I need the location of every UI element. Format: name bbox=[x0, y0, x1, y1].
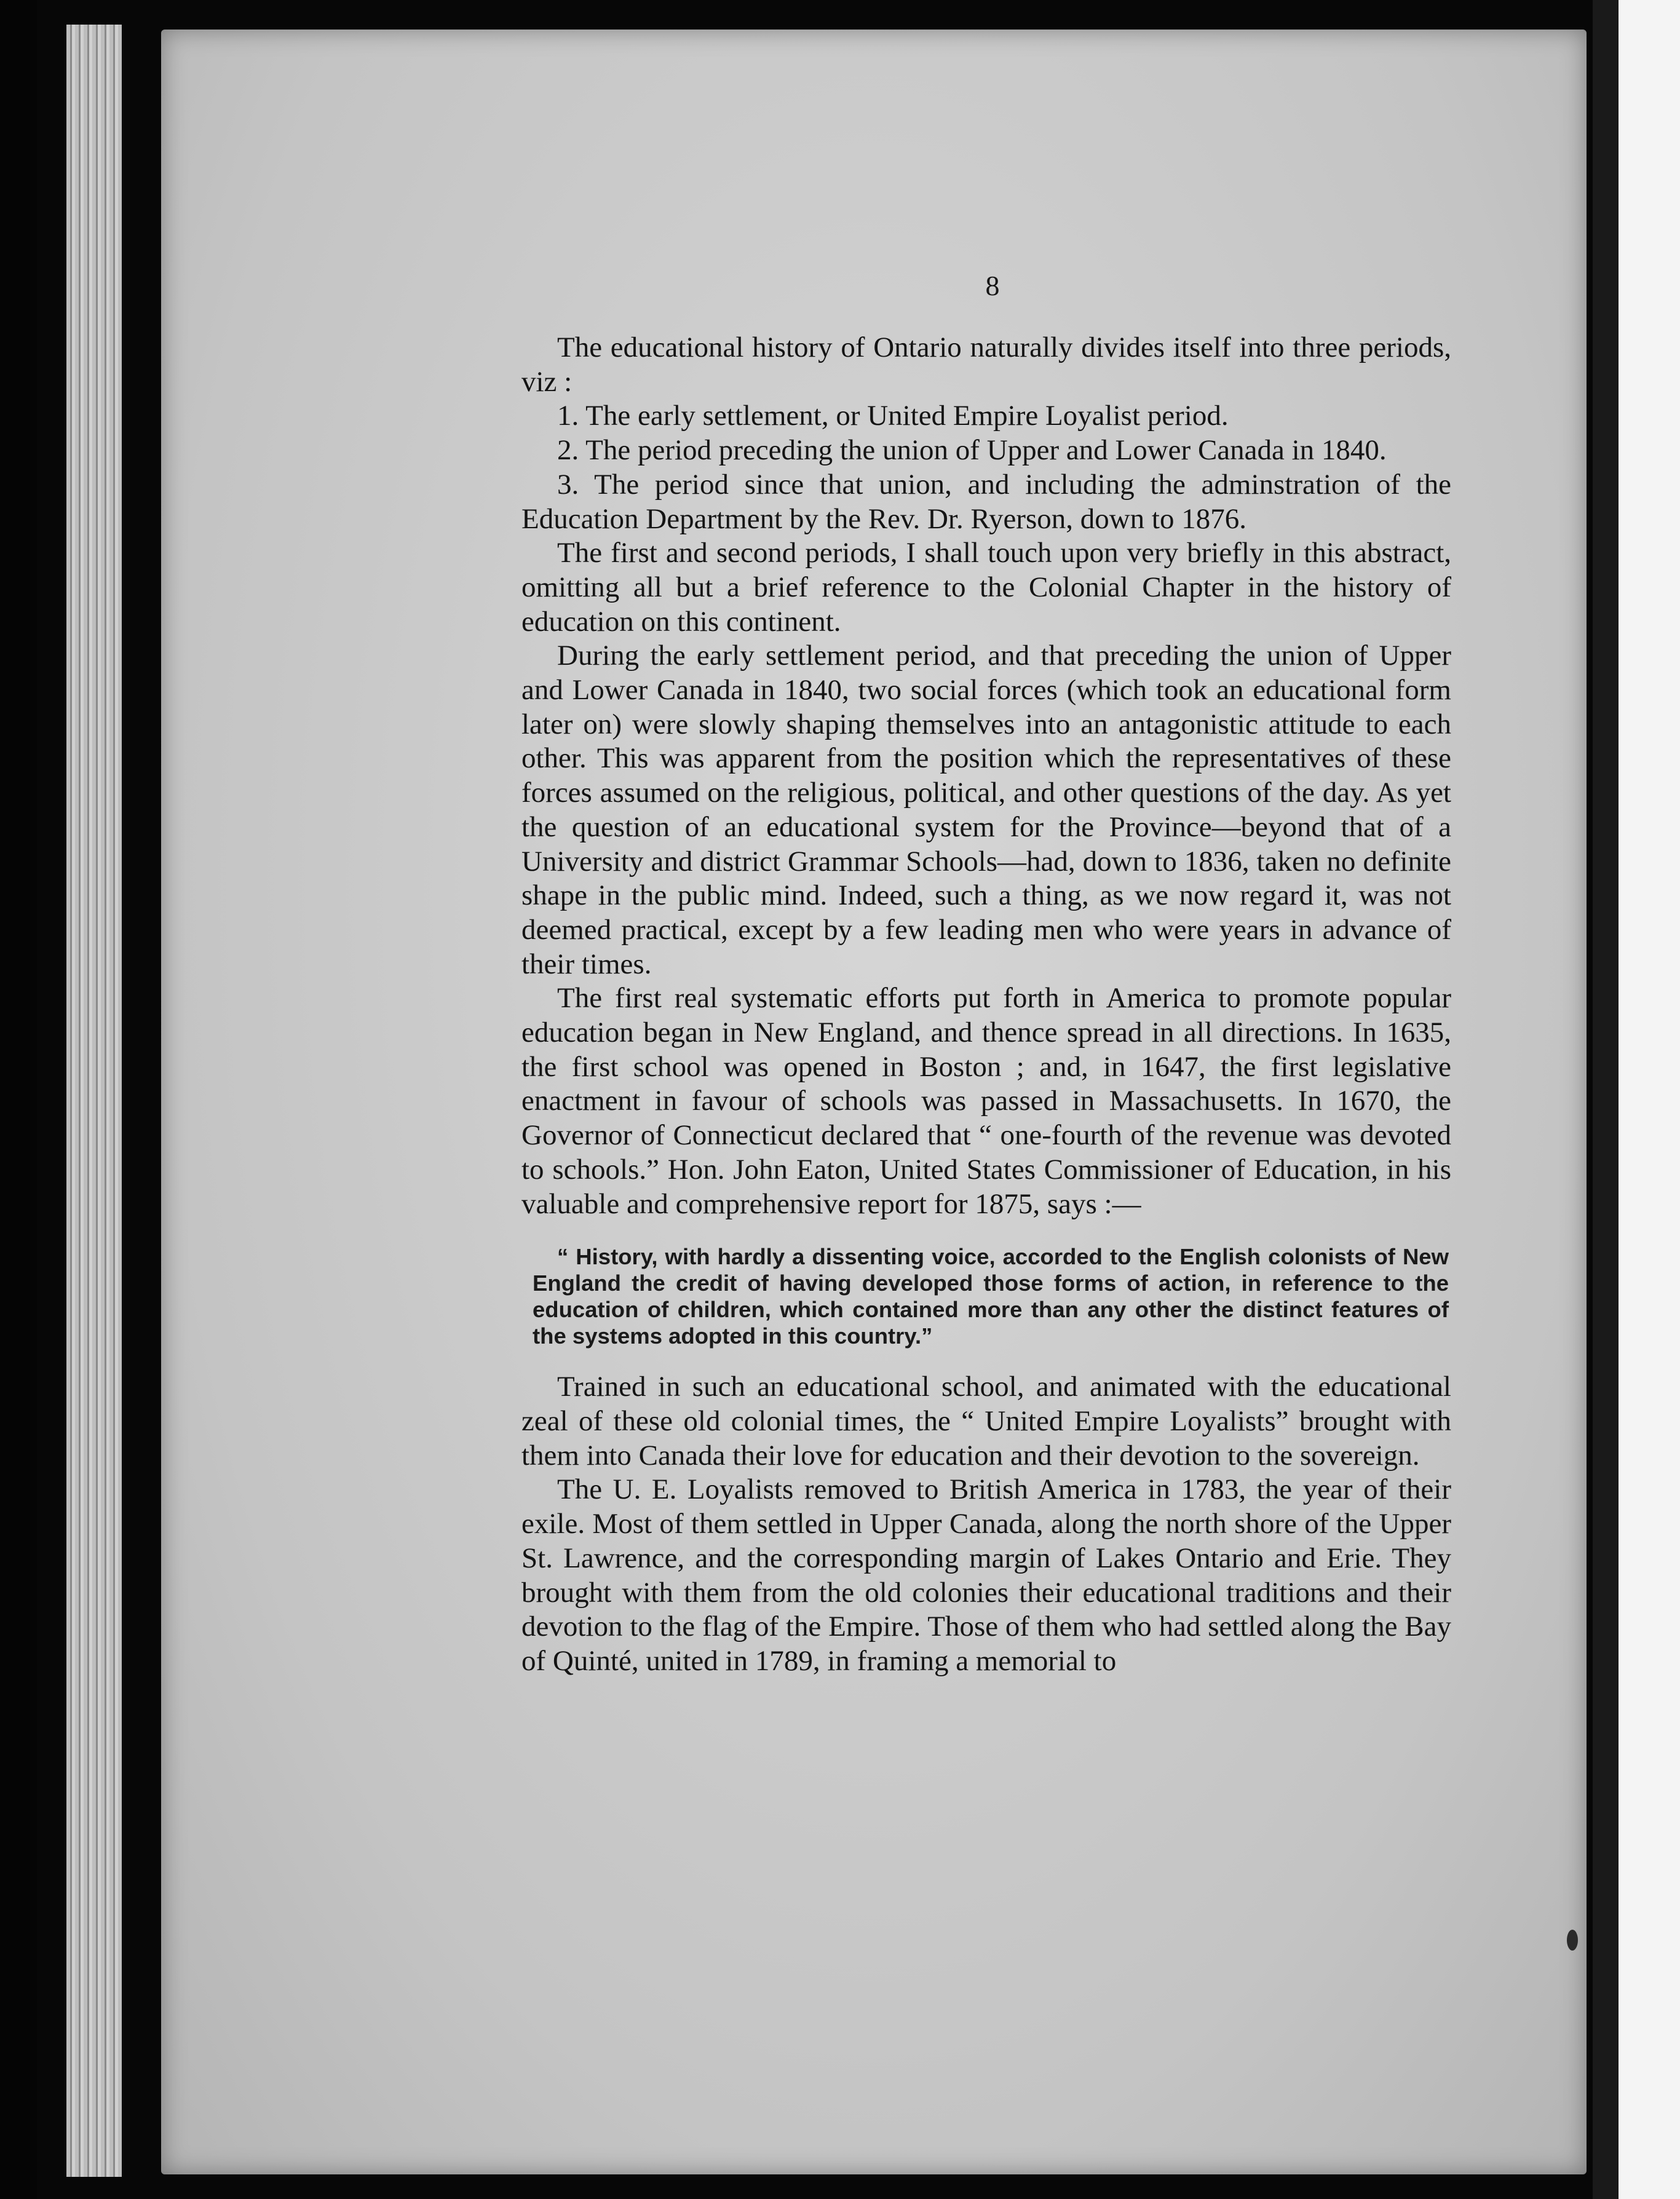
paragraph: Trained in such an educational school, and animated with the educational zeal of these old colonial times, the “ United Empire Loyalists” brought with them into Canada their love for education and their devotion to the sovereign. bbox=[521, 1371, 1451, 1472]
list-item: 2. The period preceding the union of Upper and Lower Canada in 1840. bbox=[557, 434, 1387, 467]
paragraph: The educational history of Ontario naturally divides itself into three periods, viz : bbox=[521, 331, 1451, 398]
page-stack-edges bbox=[66, 25, 122, 2177]
page-body-text bbox=[521, 331, 1451, 1679]
paragraph: The U. E. Loyalists removed to British America in 1783, the year of their exile. Most of them settled in Upper Canada, along the north shore of the Upper St. Lawrence, and the corresponding margin of Lakes Ontario and Erie. They brought with them from the old colonies their educational traditions and their devotion to the flag of the Empire. Those of them who had settled along the Bay of Quinté, united in 1789, in framing a memorial to bbox=[521, 1473, 1451, 1677]
paragraph: During the early settlement period, and that preceding the union of Upper and Lower Canada in 1840, two social forces (which took an educational form later on) were slowly shaping themselves into an antagonistic attitude to each other. This was apparent from the position which the representatives of these forces assumed on the religious, political, and other questions of the day. As yet the question of an educational system for the Province—beyond that of a University and district Grammar Schools—had, down to 1836, taken no definite shape in the public mind. Indeed, such a thing, as we now regard it, was not deemed practical, except by a few leading men who were years in advance of their times. bbox=[521, 640, 1451, 980]
block-quote: “ History, with hardly a dissenting voice, accorded to the English colonists of New England the credit of having developed those forms of action, in reference to the education of children, which contained more than any other the distinct features of the systems adopted in this country.” bbox=[533, 1244, 1449, 1349]
scan-margin-right bbox=[1619, 0, 1680, 2199]
scan-border-left bbox=[0, 0, 37, 2199]
paragraph: The first real systematic efforts put forth in America to promote popular education began in New England, and thence spread in all directions. In 1635, the first school was opened in Boston ; and, in 1647, the first legislative enactment in favour of schools was passed in Massachusetts. In 1670, the Governor of Connecticut declared that “ one-fourth of the revenue was devoted to schools.” Hon. John Eaton, United States Commissioner of Education, in his valuable and comprehensive report for 1875, says :— bbox=[521, 982, 1451, 1220]
list-item: 3. The period since that union, and including the adminstration of the Education Department by the Rev. Dr. Ryerson, down to 1876. bbox=[521, 468, 1451, 535]
page-number: 8 bbox=[985, 270, 1000, 301]
list-item: 1. The early settlement, or United Empire Loyalist period. bbox=[557, 400, 1229, 432]
ink-smudge bbox=[1567, 1930, 1578, 1951]
paragraph: The first and second periods, I shall touch upon very briefly in this abstract, omitting all but a brief reference to the Colonial Chapter in the history of education on this continent. bbox=[521, 537, 1451, 638]
scan-border-right bbox=[1593, 0, 1619, 2199]
